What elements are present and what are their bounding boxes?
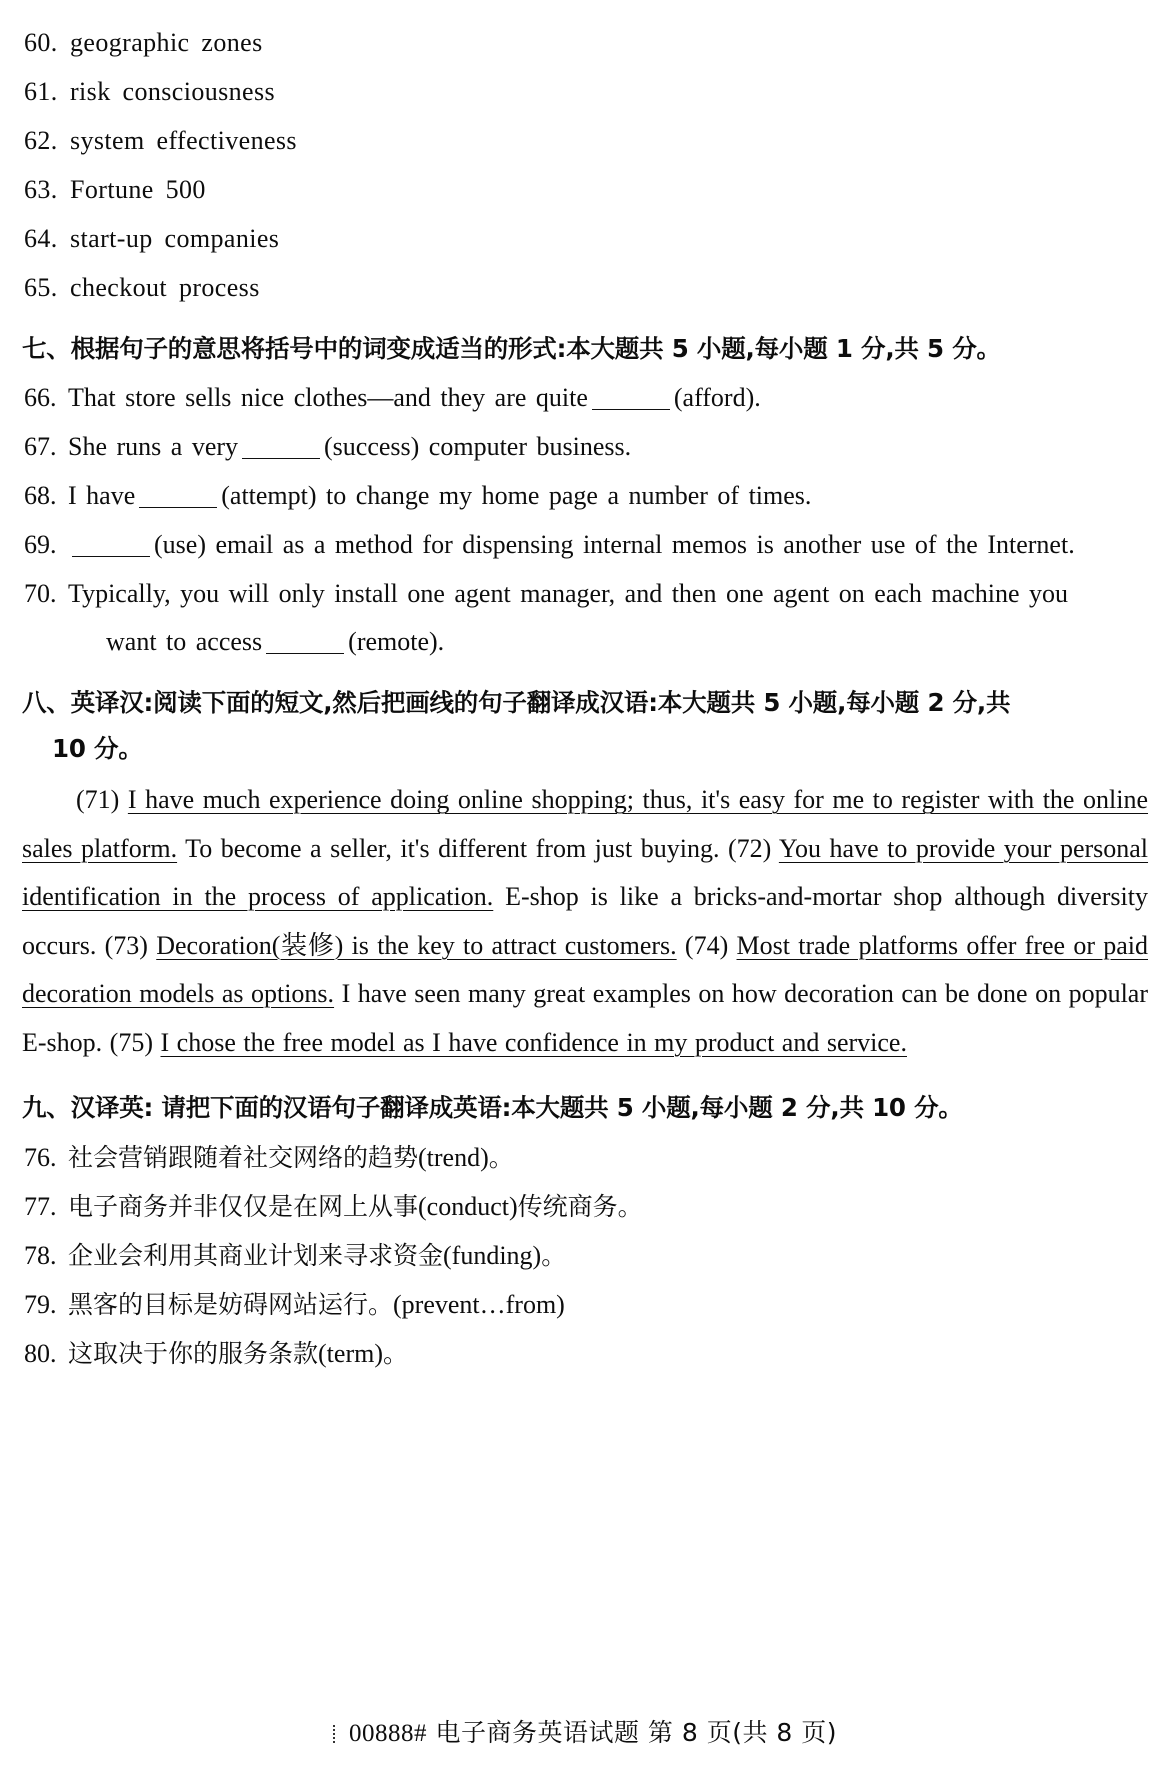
footer-page-info: 第 8 页(共 8 页) [647,1718,838,1747]
marker-75: (75) [109,1027,153,1057]
question-number: 68. [24,481,57,510]
item-number: 61. [24,77,58,106]
item-text: Fortune 500 [70,175,206,204]
question-text-cjk: 这取决于你的服务条款 [68,1339,319,1368]
list-item [22,18,1148,67]
question-text-cjk-end: 。 [541,1241,567,1270]
answer-blank[interactable] [139,483,217,508]
question-text-before: I have [68,481,136,510]
section-nine-questions [22,1133,1148,1378]
question-number: 80. [24,1339,57,1368]
item-number: 62. [24,126,58,155]
question-text-cjk: 黑客的目标是妨碍网站运行。 [68,1290,394,1319]
question-hint: (term) [318,1339,383,1368]
item-text: geographic zones [70,28,263,57]
question-text-before: She runs a very [68,432,239,461]
question-number: 76. [24,1143,57,1172]
answer-blank[interactable] [72,532,150,557]
question-text-after: (afford). [673,383,761,412]
underlined-sentence-75: I chose the free model as I have confidence in my product and service. [160,1027,907,1057]
list-item [22,214,1148,263]
item-number: 64. [24,224,58,253]
question-text-cjk: 社会营销跟随着社交网络的趋势 [68,1143,419,1172]
question-number: 70. [24,579,57,608]
list-item [22,263,1148,312]
item-text: system effectiveness [70,126,297,155]
item-text: risk consciousness [70,77,276,106]
vocabulary-list [22,18,1148,312]
question-hint: (trend) [418,1143,489,1172]
question-69 [22,521,1148,569]
item-number: 65. [24,273,58,302]
plain-sentence-1: To become a seller, it's different from just buying. [185,833,720,863]
question-70 [22,570,1148,666]
plain-sentence-2: E-shop is like a bricks-and-mortar shop although diversity occurs. [22,882,1149,960]
item-text: checkout process [70,273,260,302]
question-68 [22,472,1148,520]
question-hint: (prevent…from) [393,1290,565,1319]
page-footer [0,1713,1170,1749]
item-number: 60. [24,28,58,57]
question-text-after: (success) computer business. [324,432,632,461]
binding-mark-icon [333,1725,339,1743]
marker-74: (74) [684,930,729,960]
footer-title: 电子商务英语试题 [435,1718,640,1747]
section-heading-nine: 九、汉译英: 请把下面的汉语句子翻译成英语:本大题共 5 小题,每小题 2 分,共 10 分。 [22,1093,963,1122]
list-item [22,67,1148,116]
question-text-cjk-end: 传统商务。 [517,1192,643,1221]
question-text-before-2: want to access [106,627,263,656]
marker-72: (72) [728,833,772,863]
answer-blank[interactable] [266,629,344,654]
answer-blank[interactable] [242,434,320,459]
underlined-sentence-71: I have much experience doing online shopping; thus, it's easy for me to register with the online sales platform. [22,785,1149,863]
question-66 [22,374,1148,422]
question-text-cjk-end: 。 [382,1339,408,1368]
section-heading-eight [22,680,1148,772]
section-heading-eight-line1: 八、英译汉:阅读下面的短文,然后把画线的句子翻译成汉语:本大题共 5 小题,每小题 2 分,共 [22,688,1011,717]
list-item [22,165,1148,214]
question-number: 69. [24,530,57,559]
question-text-after: (use) email as a method for dispensing internal memos is another use of the Internet. [154,530,1075,559]
footer-exam-code: 00888# [348,1720,427,1747]
section-seven-questions [22,374,1148,666]
question-text-before: Typically, you will only install one agent manager, and then one agent on each machine you [68,579,1068,608]
question-78 [22,1231,1148,1280]
question-text-cjk-end: 。 [488,1143,514,1172]
underlined-sentence-72: You have to provide your personal identification in the process of application. [22,833,1149,911]
question-number: 66. [24,383,57,412]
question-number: 67. [24,432,57,461]
question-number: 79. [24,1290,57,1319]
question-77 [22,1182,1148,1231]
question-number: 77. [24,1192,57,1221]
plain-sentence-3: I have seen many great examples on how decoration can be done on popular E-shop. [22,979,1148,1057]
reading-passage [22,776,1148,1067]
marker-71: (71) [76,785,120,814]
list-item [22,116,1148,165]
question-text-cjk: 企业会利用其商业计划来寻求资金 [68,1241,444,1270]
question-text-after: (attempt) to change my home page a number of times. [221,481,812,510]
section-heading-seven: 七、根据句子的意思将括号中的词变成适当的形式:本大题共 5 小题,每小题 1 分,共 5 分。 [22,334,1001,363]
question-text-before: That store sells nice clothes—and they are quite [68,383,588,412]
question-79 [22,1280,1148,1329]
marker-73: (73) [104,930,148,960]
question-number: 78. [24,1241,57,1270]
question-70-line2 [68,618,1148,666]
question-76 [22,1133,1148,1182]
question-67 [22,423,1148,471]
question-hint: (funding) [443,1241,542,1270]
question-text-after-2: (remote). [348,627,445,656]
question-80 [22,1329,1148,1378]
question-hint: (conduct) [418,1192,518,1221]
underlined-sentence-74: Most trade platforms offer free or paid decoration models as options. [22,930,1149,1008]
item-number: 63. [24,175,58,204]
question-text-cjk: 电子商务并非仅仅是在网上从事 [68,1192,419,1221]
section-heading-eight-line2: 10 分。 [52,734,143,763]
item-text: start-up companies [70,224,280,253]
underlined-sentence-73: Decoration(装修) is the key to attract customers. [156,930,677,960]
answer-blank[interactable] [592,385,670,410]
